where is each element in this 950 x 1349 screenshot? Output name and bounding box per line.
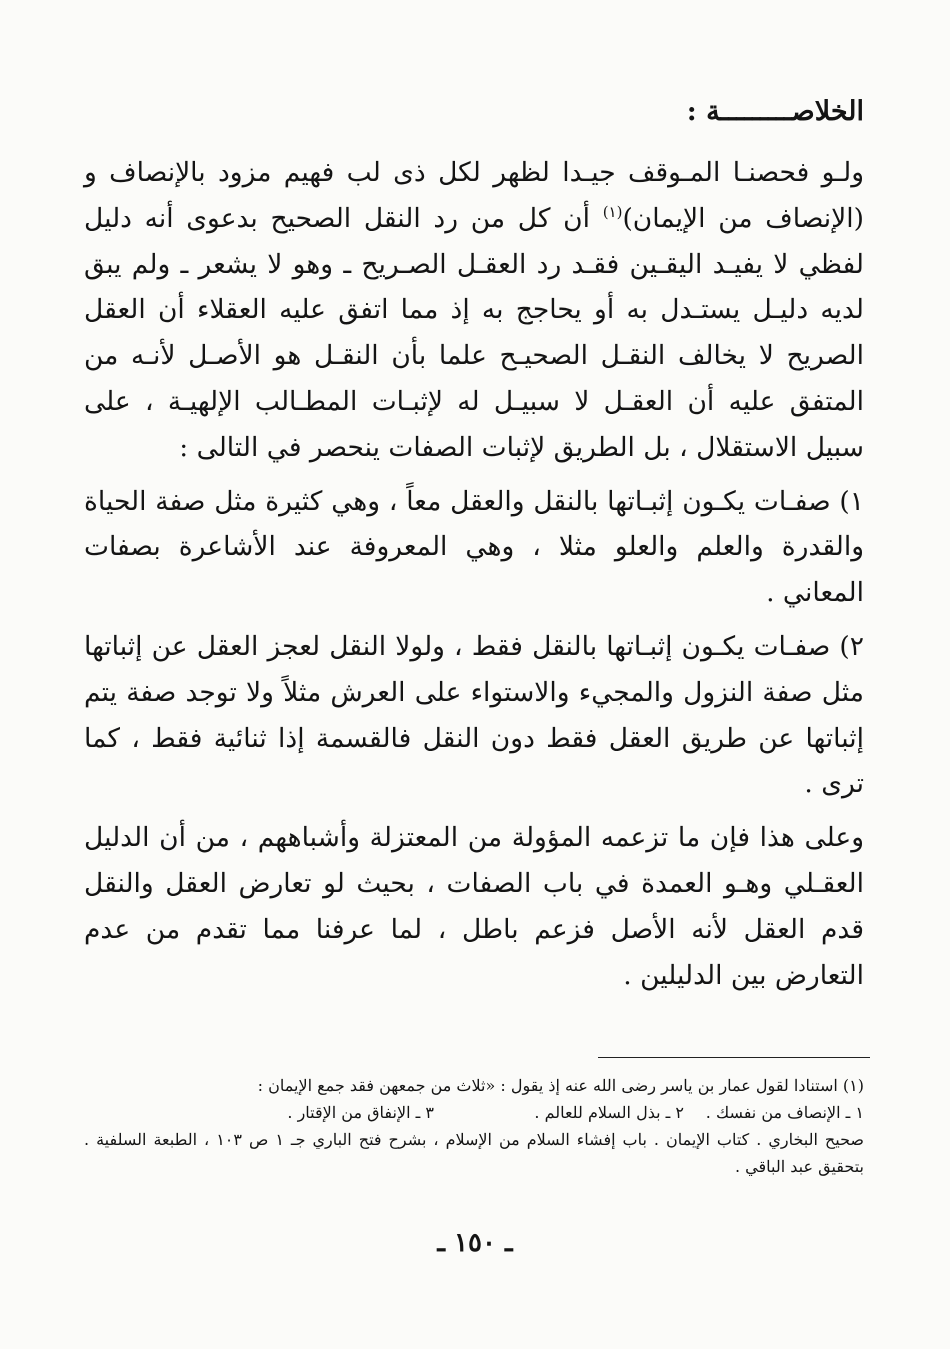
page-number: ـ ١٥٠ ـ (437, 1228, 513, 1258)
paragraph-1-rest: أن كل من رد النقل الصحيح بدعوى أنه دليل لفظي لا يفيـد اليقـين فقـد رد العقـل الصـريح ـ وهو لا يشعر ـ ولم يبق لديه دليـل يستـدل به أو يحاجج به إذ مما اتفق عليه العقلاء أن العقل الصريح لا يخالف النقـل الصحيـح علما بأن النقـل هو الأصـل لأنـه من المتفق عليه أن العقـل لا سبيـل له لإثبـات المطـالب الإلهيـة ، على سبيل الاستقلال ، بل الطريق لإثبات الصفات ينحصر في التالى : (84, 202, 864, 463)
body-text (84, 150, 864, 998)
footnote-reference: (١) (602, 202, 623, 221)
section-heading: الخلاصـــــــــة : (686, 96, 864, 127)
paragraph-4: وعلى هذا فإن ما تزعمه المؤولة من المعتزلة وأشباههم ، من أن الدليل العقـلي وهـو العمدة في باب الصفات ، بحيث لو تعارض العقل والنقل قدم العقل لأنه الأصل فزعم باطل ، لما عرفنا مما تقدم من عدم التعارض بين الدليلين . (84, 822, 864, 991)
paragraph-2: ١) صفـات يكـون إثبـاتها بالنقل والعقل معاً ، وهي كثيرة مثل صفة الحياة والقدرة والعلم والعلو مثلا ، وهي المعروفة عند الأشاعرة بصفات المعاني . (84, 485, 864, 609)
footnote-1-intro: (١) استنادا لقول عمار بن ياسر رضى الله عنه إذ يقول : «ثلاث من جمعهن فقد جمع الإيمان : (257, 1076, 864, 1095)
footnote-list-item-1: ١ ـ الإنصاف من نفسك . (705, 1103, 864, 1122)
footnote-1-source: صحيح البخاري . كتاب الإيمان . باب إفشاء السلام من الإسلام ، بشرح فتح الباري جـ ١ ص ١٠٣ ، الطبعة السلفية . بتحقيق عبد الباقي . (84, 1130, 865, 1176)
footnotes (84, 1072, 864, 1180)
paragraph-3: ٢) صفـات يكـون إثبـاتها بالنقل فقط ، ولولا النقل لعجز العقل عن إثباتها مثل صفة النزول والمجيء والاستواء على العرش مثلاً ولا توجد صفة يتم إثباتها عن طريق العقل فقط دون النقل فالقسمة إذا ثنائية فقط ، كما ترى . (84, 630, 864, 800)
footnote-1-list (84, 1099, 864, 1126)
footnote-list-item-2: ٢ ـ بذل السلام للعالم . (534, 1103, 684, 1122)
paragraph-1 (84, 150, 864, 471)
paragraph-1-start: ولـو فحصنـا المـوقف جيـدا لظهر لكل ذى لب فهيم مزود بالإنصاف و (الإنصاف من الإيمان) (84, 157, 864, 234)
footnote-list-item-3: ٣ ـ الإنفاق من الإقتار . (287, 1103, 434, 1122)
footnote-divider (598, 1057, 870, 1058)
